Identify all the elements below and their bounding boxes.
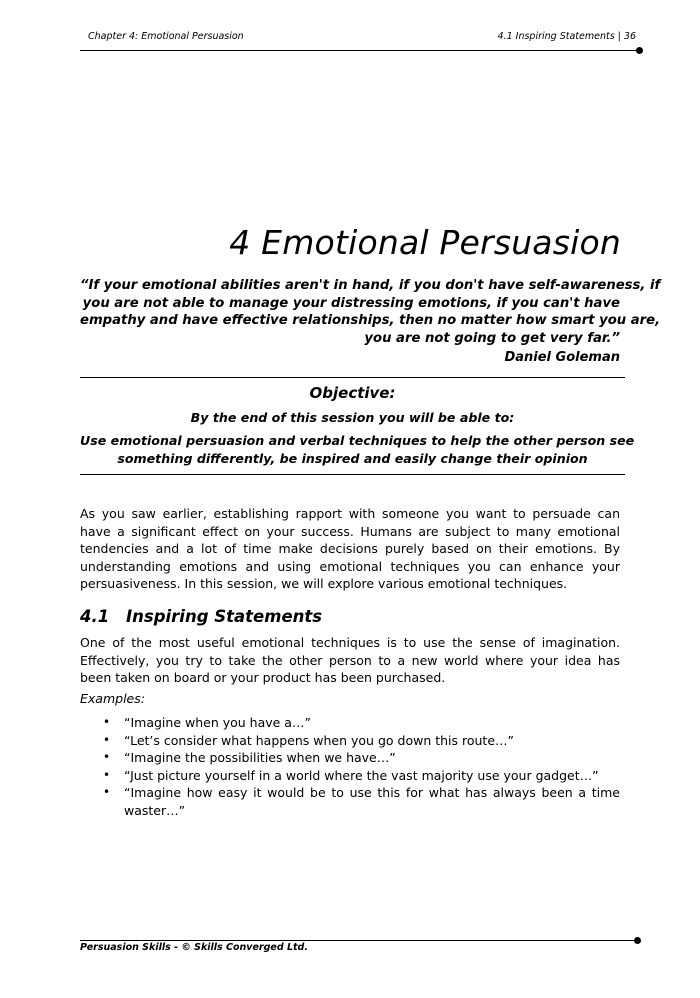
objective-line: Use emotional persuasion and verbal techniques to help the other person see xyxy=(80,433,635,448)
paragraph-line: understanding emotions and using emotional techniques you can enhance your xyxy=(80,558,620,574)
list-item xyxy=(103,749,620,767)
bullet-icon: • xyxy=(103,715,111,729)
quote-line: “If your emotional abilities aren't in hand, if you don't have self-awareness, if xyxy=(80,278,661,293)
objective-line: something differently, be inspired and easily change their opinion xyxy=(117,451,588,466)
bullet-icon: • xyxy=(103,732,111,747)
list-item-text: “Let’s consider what happens when you go down this route…” xyxy=(124,732,514,748)
list-item-text: “Imagine when you have a…” xyxy=(124,715,311,730)
page-header xyxy=(86,29,636,47)
paragraph-line: have a significant effect on your success. Humans are subject to many emotional xyxy=(80,523,620,539)
quote-line: you are not able to manage your distressing emotions, if you can't have xyxy=(82,295,620,311)
objective-text xyxy=(80,432,635,468)
objective-bottom-rule xyxy=(80,474,625,475)
list-item-text: “Just picture yourself in a world where the vast majority use your gadget…” xyxy=(124,767,599,783)
bullet-icon: • xyxy=(103,785,111,800)
paragraph-line: Effectively, you try to take the other person to a new world where your idea has xyxy=(80,652,620,668)
chapter-title: 4 Emotional Persuasion xyxy=(229,223,621,262)
list-item xyxy=(103,714,620,732)
page-footer: Persuasion Skills - © Skills Converged Ltd. xyxy=(80,942,308,953)
list-item xyxy=(103,784,620,819)
examples-label: Examples: xyxy=(80,691,145,706)
header-chapter: Chapter 4: Emotional Persuasion xyxy=(88,31,244,42)
objective-title: Objective: xyxy=(309,384,396,402)
bullet-icon: • xyxy=(103,750,111,765)
header-rule xyxy=(80,50,640,51)
paragraph-line: tendencies and a lot of time make decisions purely based on their emotions. By xyxy=(80,541,620,557)
header-section-page: 4.1 Inspiring Statements | 36 xyxy=(497,31,636,42)
list-item-text: “Imagine the possibilities when we have…” xyxy=(124,750,396,766)
paragraph-line: persuasiveness. In this session, we will explore various emotional techniques. xyxy=(80,576,568,592)
paragraph-line: One of the most useful emotional techniques is to use the sense of imagination. xyxy=(80,635,620,650)
section-title: Inspiring Statements xyxy=(126,607,323,626)
header-rule-dot xyxy=(636,47,643,54)
section-number: 4.1 xyxy=(80,607,110,626)
section-heading xyxy=(80,607,322,626)
list-item xyxy=(103,732,620,750)
examples-list xyxy=(103,714,620,820)
paragraph-line: been taken on board or your product has been purchased. xyxy=(80,670,446,686)
section-paragraph xyxy=(80,634,620,687)
epigraph-quote xyxy=(80,277,661,347)
footer-rule-dot xyxy=(634,937,641,944)
objective-subtitle: By the end of this session you will be able to: xyxy=(190,410,515,425)
list-item-text: “Imagine how easy it would be to use this for what has always been a time xyxy=(124,785,620,801)
bullet-icon: • xyxy=(103,767,111,782)
paragraph-line: As you saw earlier, establishing rapport with someone you want to persuade can xyxy=(80,506,620,521)
objective-top-rule xyxy=(80,377,625,378)
quote-author: Daniel Goleman xyxy=(504,350,620,365)
quote-line: you are not going to get very far.” xyxy=(364,330,620,346)
list-item-text: waster…” xyxy=(124,802,186,818)
intro-paragraph xyxy=(80,505,620,593)
quote-line: empathy and have effective relationships, then no matter how smart you are, xyxy=(80,313,661,329)
list-item xyxy=(103,767,620,785)
footer-rule xyxy=(80,940,638,941)
